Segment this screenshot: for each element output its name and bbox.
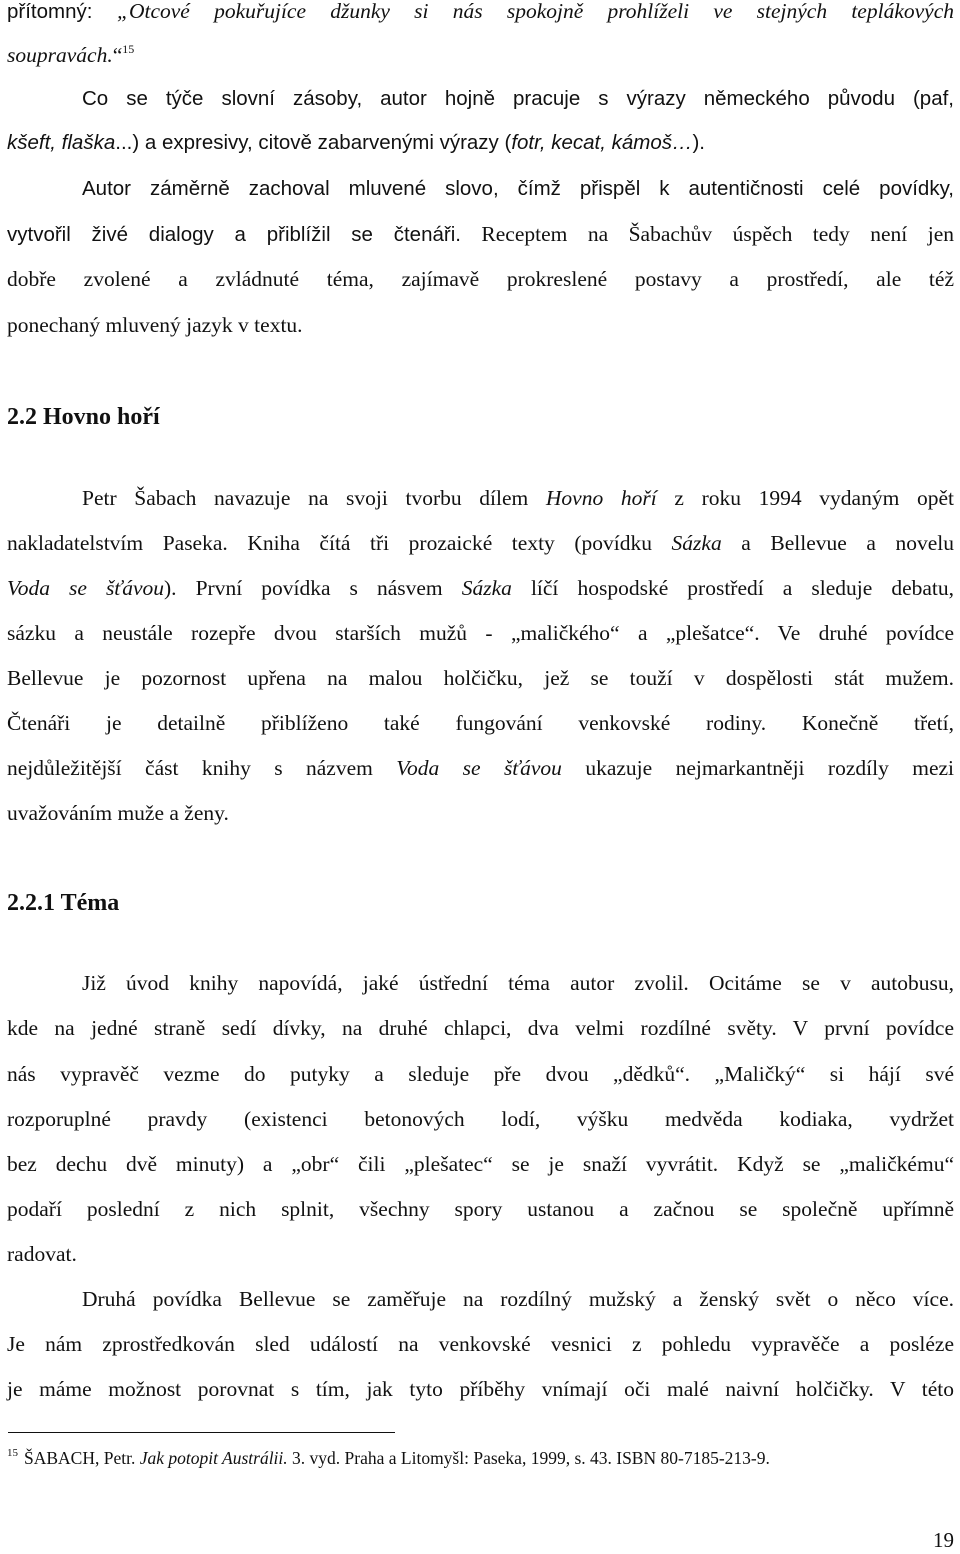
body-line: radovat. xyxy=(7,1242,77,1266)
body-line: Již úvod knihy napovídá, jaké ústřední téma autor zvolil. Ocitáme se v autobusu, xyxy=(82,971,954,995)
page-number: 19 xyxy=(933,1528,954,1552)
body-line: přítomný: „Otcové pokuřujíce džunky si nás spokojně prohlíželi ve stejných teplákových xyxy=(7,0,954,23)
body-line: uvažováním muže a ženy. xyxy=(7,801,229,825)
subsection-heading: 2.2.1 Téma xyxy=(7,890,120,916)
body-line: bez dechu dvě minuty) a „obr“ čili „plešatec“ se je snaží vyvrátit. Když se „maličkému“ xyxy=(7,1152,954,1176)
section-heading: 2.2 Hovno hoří xyxy=(7,404,160,430)
body-line: vytvořil živé dialogy a přiblížil se čtenáři. Receptem na Šabachův úspěch tedy není jen xyxy=(7,222,954,246)
body-line: nás vypravěč vezme do putyky a sleduje pře dvou „dědků“. „Maličký“ si hájí své xyxy=(7,1062,954,1086)
body-line: Bellevue je pozornost upřena na malou holčičku, jež se touží v dospělosti stát mužem. xyxy=(7,666,954,690)
body-line: Čtenáři je detailně přiblíženo také fungování venkovské rodiny. Konečně třetí, xyxy=(7,711,954,735)
footnote-separator xyxy=(8,1432,395,1433)
body-line: sázku a neustále rozepře dvou starších mužů - „maličkého“ a „plešatce“. Ve druhé povídce xyxy=(7,621,954,645)
footnote: $^{15}$ ŠABACH, Petr. Jak potopit Austrálii. 3. vyd. Praha a Litomyšl: Paseka, 1999, s. 43. ISBN 80-7185-213-9. xyxy=(7,1447,770,1468)
body-line: Druhá povídka Bellevue se zaměřuje na rozdílný mužský a ženský svět o něco více. xyxy=(82,1287,954,1311)
body-line: rozporuplné pravdy (existenci betonových lodí, výšku medvěda kodiaka, vydržet xyxy=(7,1107,954,1131)
body-line: Petr Šabach navazuje na svoji tvorbu dílem Hovno hoří z roku 1994 vydaným opět xyxy=(82,486,954,510)
body-line: kde na jedné straně sedí dívky, na druhé chlapci, dva velmi rozdílné světy. V první povídce xyxy=(7,1016,954,1040)
body-line: Je nám zprostředkován sled událostí na venkovské vesnici z pohledu vypravěče a posléze xyxy=(7,1332,954,1356)
footnote-number: 15 xyxy=(7,1447,18,1459)
body-line: kšeft, flaška...) a expresivy, citově zabarvenými výrazy (fotr, kecat, kámoš…). xyxy=(7,131,706,154)
body-line: nejdůležitější část knihy s názvem Voda se šťávou ukazuje nejmarkantněji rozdíly mezi xyxy=(7,756,955,780)
body-line: Co se týče slovní zásoby, autor hojně pracuje s výrazy německého původu (paf, xyxy=(82,87,954,110)
body-line: Voda se šťávou). První povídka s násvem Sázka líčí hospodské prostředí a sleduje debatu, xyxy=(7,576,955,600)
body-line: ponechaný mluvený jazyk v textu. xyxy=(7,313,303,337)
footnote-reference: 15 xyxy=(122,42,135,56)
body-line: soupravách.“$^{15}$ xyxy=(7,42,135,67)
body-line: podaří poslední z nich splnit, všechny spory ustanou a začnou se společně upřímně xyxy=(7,1197,954,1221)
body-line: dobře zvolené a zvládnuté téma, zajímavě prokreslené postavy a prostředí, ale též xyxy=(7,267,954,291)
body-line: je máme možnost porovnat s tím, jak tyto příběhy vnímají oči malé naivní holčičky. V této xyxy=(7,1377,954,1401)
body-line: nakladatelstvím Paseka. Kniha čítá tři prozaické texty (povídku Sázka a Bellevue a novelu xyxy=(7,531,954,555)
body-line: Autor záměrně zachoval mluvené slovo, čímž přispěl k autentičnosti celé povídky, xyxy=(82,177,954,200)
